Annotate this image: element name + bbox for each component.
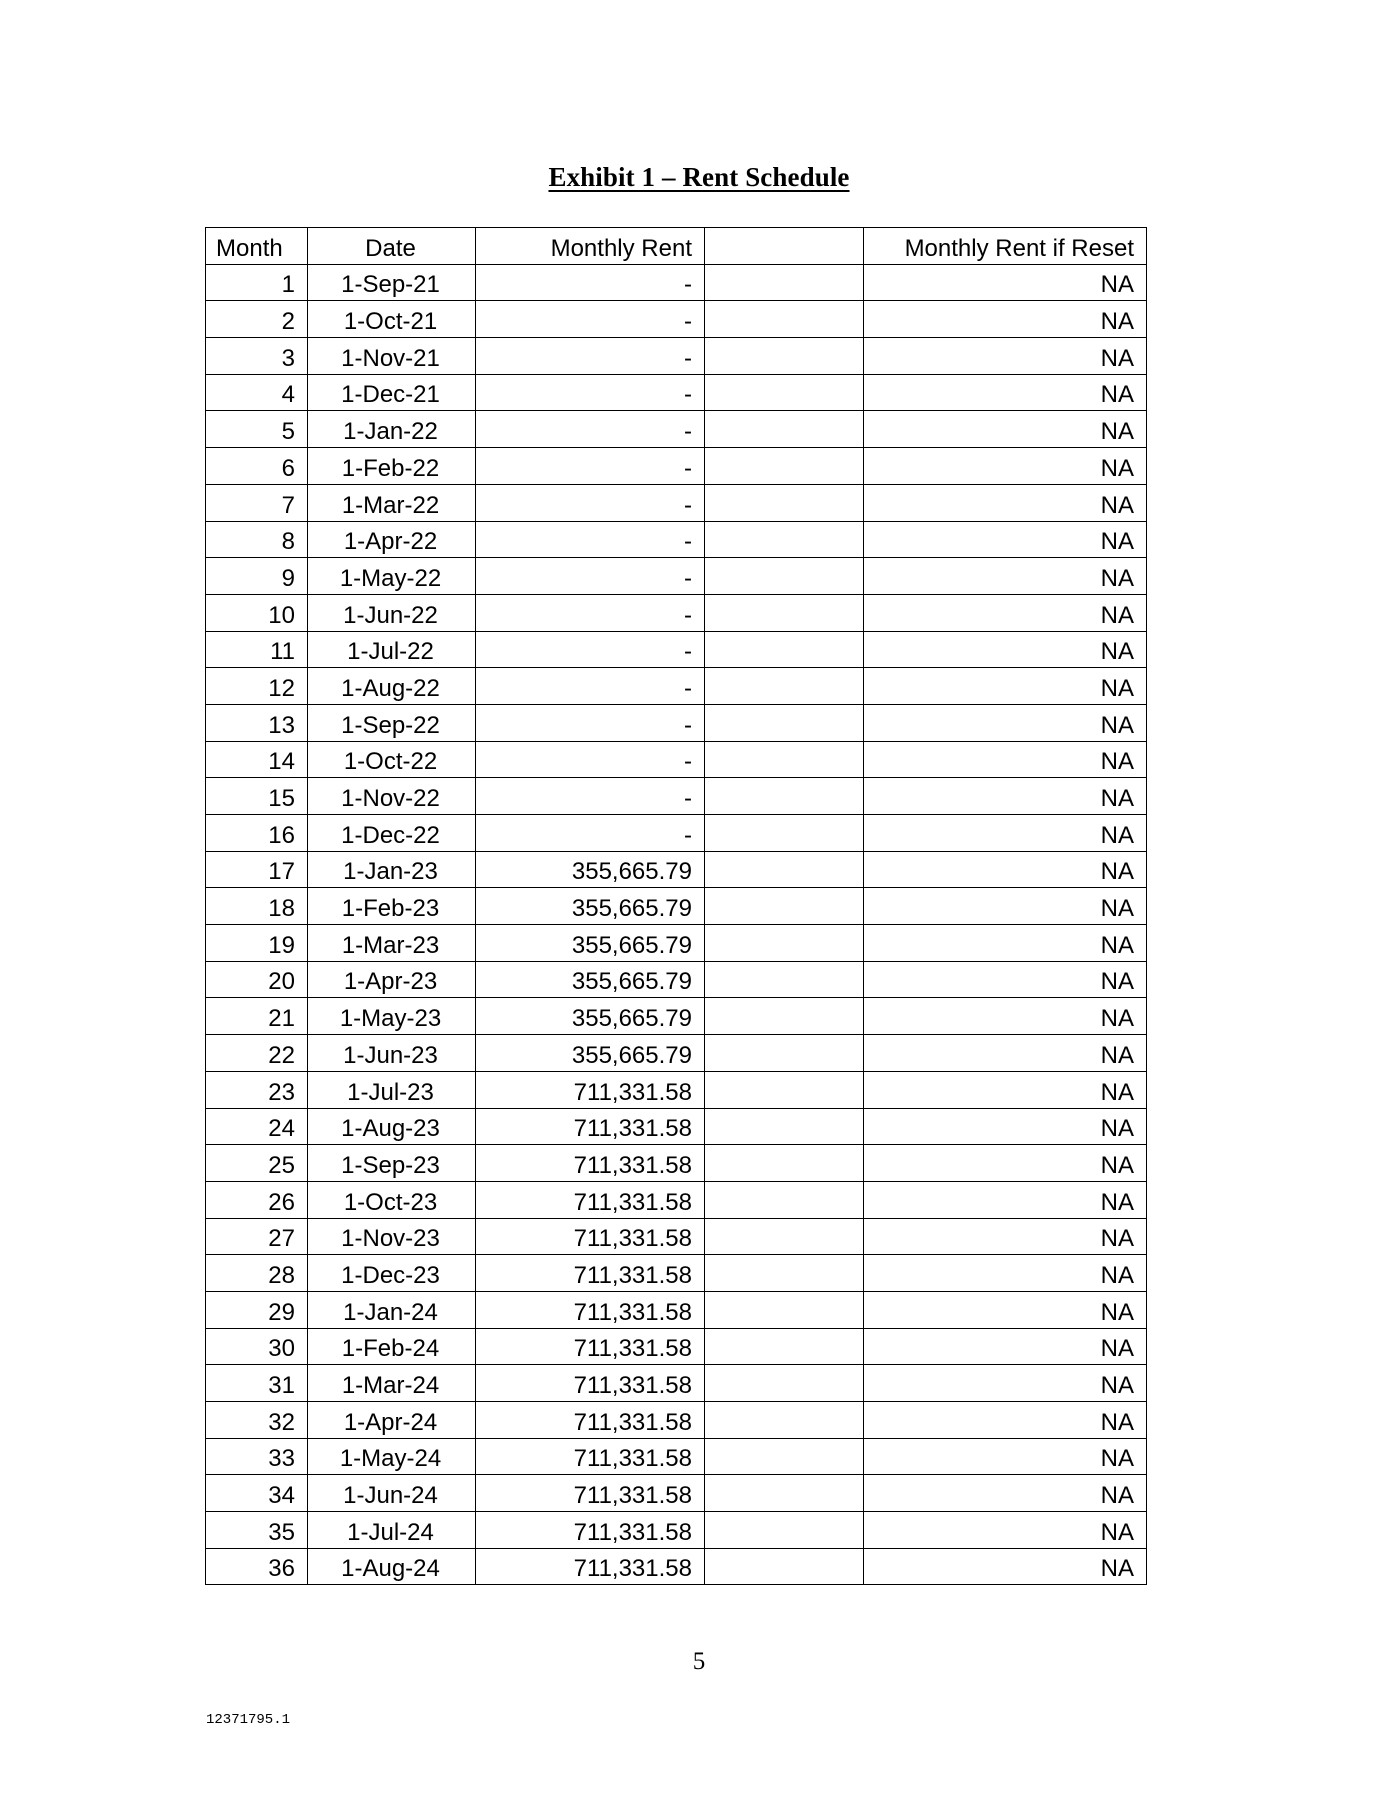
cell-monthly-rent: - xyxy=(476,668,705,705)
cell-month: 11 xyxy=(206,631,308,668)
cell-month: 4 xyxy=(206,374,308,411)
cell-monthly-rent-if-reset: NA xyxy=(864,961,1147,998)
cell-monthly-rent-if-reset: NA xyxy=(864,448,1147,485)
cell-blank xyxy=(705,1291,864,1328)
cell-month: 10 xyxy=(206,594,308,631)
table-row xyxy=(206,484,1147,521)
cell-monthly-rent: - xyxy=(476,411,705,448)
cell-month: 18 xyxy=(206,888,308,925)
table-row xyxy=(206,1402,1147,1439)
cell-month: 9 xyxy=(206,558,308,595)
cell-blank xyxy=(705,594,864,631)
cell-monthly-rent-if-reset: NA xyxy=(864,888,1147,925)
cell-blank xyxy=(705,1402,864,1439)
table-row xyxy=(206,1512,1147,1549)
cell-blank xyxy=(705,374,864,411)
cell-monthly-rent-if-reset: NA xyxy=(864,301,1147,338)
cell-blank xyxy=(705,1438,864,1475)
cell-month: 30 xyxy=(206,1328,308,1365)
cell-date: 1-Feb-22 xyxy=(308,448,476,485)
cell-monthly-rent: - xyxy=(476,448,705,485)
cell-monthly-rent: 711,331.58 xyxy=(476,1365,705,1402)
table-row xyxy=(206,1108,1147,1145)
cell-monthly-rent: 711,331.58 xyxy=(476,1181,705,1218)
cell-blank xyxy=(705,1218,864,1255)
cell-monthly-rent-if-reset: NA xyxy=(864,1108,1147,1145)
cell-monthly-rent-if-reset: NA xyxy=(864,1035,1147,1072)
cell-monthly-rent-if-reset: NA xyxy=(864,484,1147,521)
cell-date: 1-Apr-22 xyxy=(308,521,476,558)
cell-blank xyxy=(705,264,864,301)
cell-date: 1-Aug-23 xyxy=(308,1108,476,1145)
cell-month: 23 xyxy=(206,1071,308,1108)
table-row xyxy=(206,1218,1147,1255)
table-row xyxy=(206,448,1147,485)
cell-blank xyxy=(705,998,864,1035)
cell-date: 1-Oct-22 xyxy=(308,741,476,778)
table-row xyxy=(206,925,1147,962)
cell-monthly-rent: - xyxy=(476,558,705,595)
cell-blank xyxy=(705,1145,864,1182)
cell-monthly-rent-if-reset: NA xyxy=(864,521,1147,558)
cell-monthly-rent-if-reset: NA xyxy=(864,1291,1147,1328)
cell-date: 1-Apr-23 xyxy=(308,961,476,998)
cell-date: 1-Jan-24 xyxy=(308,1291,476,1328)
cell-monthly-rent: 711,331.58 xyxy=(476,1402,705,1439)
cell-blank xyxy=(705,484,864,521)
cell-date: 1-Mar-24 xyxy=(308,1365,476,1402)
cell-blank xyxy=(705,925,864,962)
cell-date: 1-Jul-23 xyxy=(308,1071,476,1108)
table-row xyxy=(206,631,1147,668)
cell-monthly-rent: - xyxy=(476,264,705,301)
cell-date: 1-Jan-23 xyxy=(308,851,476,888)
table-row xyxy=(206,888,1147,925)
cell-blank xyxy=(705,1512,864,1549)
cell-date: 1-Jun-24 xyxy=(308,1475,476,1512)
cell-monthly-rent-if-reset: NA xyxy=(864,594,1147,631)
document-id: 12371795.1 xyxy=(206,1712,291,1728)
cell-blank xyxy=(705,741,864,778)
cell-blank xyxy=(705,338,864,375)
cell-date: 1-Dec-23 xyxy=(308,1255,476,1292)
cell-month: 3 xyxy=(206,338,308,375)
table-row xyxy=(206,1438,1147,1475)
cell-blank xyxy=(705,411,864,448)
cell-date: 1-Mar-22 xyxy=(308,484,476,521)
cell-blank xyxy=(705,1181,864,1218)
cell-date: 1-Aug-24 xyxy=(308,1548,476,1585)
cell-blank xyxy=(705,1108,864,1145)
cell-monthly-rent: 711,331.58 xyxy=(476,1548,705,1585)
table-row xyxy=(206,998,1147,1035)
cell-date: 1-Jun-23 xyxy=(308,1035,476,1072)
cell-blank xyxy=(705,631,864,668)
cell-month: 33 xyxy=(206,1438,308,1475)
cell-monthly-rent-if-reset: NA xyxy=(864,264,1147,301)
cell-month: 16 xyxy=(206,815,308,852)
table-row xyxy=(206,815,1147,852)
cell-blank xyxy=(705,668,864,705)
cell-month: 5 xyxy=(206,411,308,448)
cell-date: 1-May-23 xyxy=(308,998,476,1035)
header-monthly-rent-if-reset: Monthly Rent if Reset xyxy=(864,228,1147,265)
table-row xyxy=(206,1475,1147,1512)
cell-blank xyxy=(705,1548,864,1585)
cell-month: 22 xyxy=(206,1035,308,1072)
table-header-row xyxy=(206,228,1147,265)
table-row xyxy=(206,704,1147,741)
cell-blank xyxy=(705,961,864,998)
cell-monthly-rent-if-reset: NA xyxy=(864,815,1147,852)
table-row xyxy=(206,301,1147,338)
cell-monthly-rent: - xyxy=(476,338,705,375)
cell-month: 1 xyxy=(206,264,308,301)
cell-date: 1-Nov-23 xyxy=(308,1218,476,1255)
cell-month: 8 xyxy=(206,521,308,558)
cell-blank xyxy=(705,301,864,338)
cell-monthly-rent: 711,331.58 xyxy=(476,1218,705,1255)
cell-monthly-rent-if-reset: NA xyxy=(864,998,1147,1035)
cell-monthly-rent-if-reset: NA xyxy=(864,338,1147,375)
table-row xyxy=(206,1548,1147,1585)
table-row xyxy=(206,1291,1147,1328)
table-row xyxy=(206,374,1147,411)
cell-date: 1-May-24 xyxy=(308,1438,476,1475)
cell-blank xyxy=(705,1255,864,1292)
cell-month: 21 xyxy=(206,998,308,1035)
cell-monthly-rent-if-reset: NA xyxy=(864,1365,1147,1402)
cell-month: 26 xyxy=(206,1181,308,1218)
cell-monthly-rent-if-reset: NA xyxy=(864,704,1147,741)
cell-monthly-rent: 355,665.79 xyxy=(476,1035,705,1072)
cell-month: 31 xyxy=(206,1365,308,1402)
cell-monthly-rent-if-reset: NA xyxy=(864,1548,1147,1585)
header-month: Month xyxy=(206,228,308,265)
cell-month: 15 xyxy=(206,778,308,815)
cell-month: 2 xyxy=(206,301,308,338)
cell-monthly-rent: 355,665.79 xyxy=(476,998,705,1035)
rent-schedule-table xyxy=(205,227,1147,1585)
table-row xyxy=(206,1181,1147,1218)
cell-monthly-rent: - xyxy=(476,631,705,668)
cell-date: 1-Sep-22 xyxy=(308,704,476,741)
cell-monthly-rent: - xyxy=(476,778,705,815)
cell-monthly-rent-if-reset: NA xyxy=(864,374,1147,411)
cell-monthly-rent: 355,665.79 xyxy=(476,961,705,998)
cell-monthly-rent: 711,331.58 xyxy=(476,1108,705,1145)
cell-monthly-rent-if-reset: NA xyxy=(864,668,1147,705)
table-row xyxy=(206,411,1147,448)
table-row xyxy=(206,1365,1147,1402)
cell-month: 35 xyxy=(206,1512,308,1549)
header-monthly-rent: Monthly Rent xyxy=(476,228,705,265)
cell-monthly-rent-if-reset: NA xyxy=(864,1512,1147,1549)
cell-blank xyxy=(705,778,864,815)
cell-date: 1-Jul-24 xyxy=(308,1512,476,1549)
cell-month: 7 xyxy=(206,484,308,521)
cell-monthly-rent: 355,665.79 xyxy=(476,851,705,888)
cell-monthly-rent-if-reset: NA xyxy=(864,1218,1147,1255)
cell-month: 24 xyxy=(206,1108,308,1145)
cell-date: 1-Feb-24 xyxy=(308,1328,476,1365)
table-row xyxy=(206,961,1147,998)
cell-monthly-rent-if-reset: NA xyxy=(864,1071,1147,1108)
cell-month: 19 xyxy=(206,925,308,962)
cell-month: 20 xyxy=(206,961,308,998)
cell-date: 1-Sep-23 xyxy=(308,1145,476,1182)
cell-monthly-rent: 711,331.58 xyxy=(476,1071,705,1108)
cell-monthly-rent: - xyxy=(476,594,705,631)
cell-monthly-rent-if-reset: NA xyxy=(864,925,1147,962)
cell-date: 1-Sep-21 xyxy=(308,264,476,301)
cell-blank xyxy=(705,851,864,888)
cell-date: 1-Jan-22 xyxy=(308,411,476,448)
cell-blank xyxy=(705,1071,864,1108)
cell-month: 13 xyxy=(206,704,308,741)
cell-monthly-rent-if-reset: NA xyxy=(864,851,1147,888)
cell-date: 1-Jul-22 xyxy=(308,631,476,668)
cell-month: 14 xyxy=(206,741,308,778)
table-row xyxy=(206,338,1147,375)
cell-monthly-rent: 711,331.58 xyxy=(476,1328,705,1365)
table-row xyxy=(206,1145,1147,1182)
table-row xyxy=(206,521,1147,558)
cell-date: 1-Feb-23 xyxy=(308,888,476,925)
table-row xyxy=(206,851,1147,888)
cell-blank xyxy=(705,1365,864,1402)
table-row xyxy=(206,1255,1147,1292)
cell-date: 1-Mar-23 xyxy=(308,925,476,962)
table-row xyxy=(206,1328,1147,1365)
cell-blank xyxy=(705,815,864,852)
cell-month: 17 xyxy=(206,851,308,888)
cell-date: 1-May-22 xyxy=(308,558,476,595)
cell-month: 12 xyxy=(206,668,308,705)
cell-date: 1-Oct-21 xyxy=(308,301,476,338)
cell-monthly-rent-if-reset: NA xyxy=(864,778,1147,815)
table-row xyxy=(206,1071,1147,1108)
cell-monthly-rent: 711,331.58 xyxy=(476,1291,705,1328)
cell-monthly-rent-if-reset: NA xyxy=(864,631,1147,668)
cell-monthly-rent-if-reset: NA xyxy=(864,1181,1147,1218)
cell-month: 32 xyxy=(206,1402,308,1439)
cell-month: 34 xyxy=(206,1475,308,1512)
header-date: Date xyxy=(308,228,476,265)
cell-monthly-rent: 711,331.58 xyxy=(476,1475,705,1512)
cell-monthly-rent-if-reset: NA xyxy=(864,1255,1147,1292)
cell-monthly-rent-if-reset: NA xyxy=(864,1402,1147,1439)
cell-month: 27 xyxy=(206,1218,308,1255)
cell-date: 1-Nov-22 xyxy=(308,778,476,815)
cell-monthly-rent: - xyxy=(476,301,705,338)
page-number: 5 xyxy=(692,1648,706,1675)
table-row xyxy=(206,778,1147,815)
cell-monthly-rent: 711,331.58 xyxy=(476,1255,705,1292)
cell-blank xyxy=(705,888,864,925)
cell-month: 36 xyxy=(206,1548,308,1585)
table-row xyxy=(206,594,1147,631)
cell-month: 28 xyxy=(206,1255,308,1292)
table-row xyxy=(206,1035,1147,1072)
cell-date: 1-Dec-22 xyxy=(308,815,476,852)
cell-monthly-rent: - xyxy=(476,484,705,521)
cell-monthly-rent-if-reset: NA xyxy=(864,741,1147,778)
cell-monthly-rent: - xyxy=(476,704,705,741)
cell-blank xyxy=(705,1035,864,1072)
cell-monthly-rent-if-reset: NA xyxy=(864,1475,1147,1512)
cell-month: 29 xyxy=(206,1291,308,1328)
cell-date: 1-Jun-22 xyxy=(308,594,476,631)
cell-monthly-rent: - xyxy=(476,815,705,852)
cell-month: 6 xyxy=(206,448,308,485)
cell-blank xyxy=(705,704,864,741)
cell-monthly-rent: 711,331.58 xyxy=(476,1145,705,1182)
cell-date: 1-Aug-22 xyxy=(308,668,476,705)
cell-monthly-rent: - xyxy=(476,741,705,778)
cell-monthly-rent: 355,665.79 xyxy=(476,888,705,925)
cell-monthly-rent: 711,331.58 xyxy=(476,1438,705,1475)
cell-monthly-rent: 711,331.58 xyxy=(476,1512,705,1549)
table-body xyxy=(206,264,1147,1585)
cell-monthly-rent-if-reset: NA xyxy=(864,1328,1147,1365)
header-blank xyxy=(705,228,864,265)
cell-month: 25 xyxy=(206,1145,308,1182)
cell-monthly-rent: - xyxy=(476,374,705,411)
cell-monthly-rent: 355,665.79 xyxy=(476,925,705,962)
cell-monthly-rent-if-reset: NA xyxy=(864,411,1147,448)
cell-blank xyxy=(705,1475,864,1512)
cell-monthly-rent-if-reset: NA xyxy=(864,1145,1147,1182)
table-row xyxy=(206,264,1147,301)
table-row xyxy=(206,668,1147,705)
cell-monthly-rent-if-reset: NA xyxy=(864,1438,1147,1475)
cell-date: 1-Dec-21 xyxy=(308,374,476,411)
cell-blank xyxy=(705,558,864,595)
cell-date: 1-Oct-23 xyxy=(308,1181,476,1218)
page-title: Exhibit 1 – Rent Schedule xyxy=(548,162,850,192)
cell-blank xyxy=(705,521,864,558)
cell-date: 1-Apr-24 xyxy=(308,1402,476,1439)
table-row xyxy=(206,558,1147,595)
cell-blank xyxy=(705,448,864,485)
cell-monthly-rent-if-reset: NA xyxy=(864,558,1147,595)
table-row xyxy=(206,741,1147,778)
cell-date: 1-Nov-21 xyxy=(308,338,476,375)
cell-blank xyxy=(705,1328,864,1365)
cell-monthly-rent: - xyxy=(476,521,705,558)
